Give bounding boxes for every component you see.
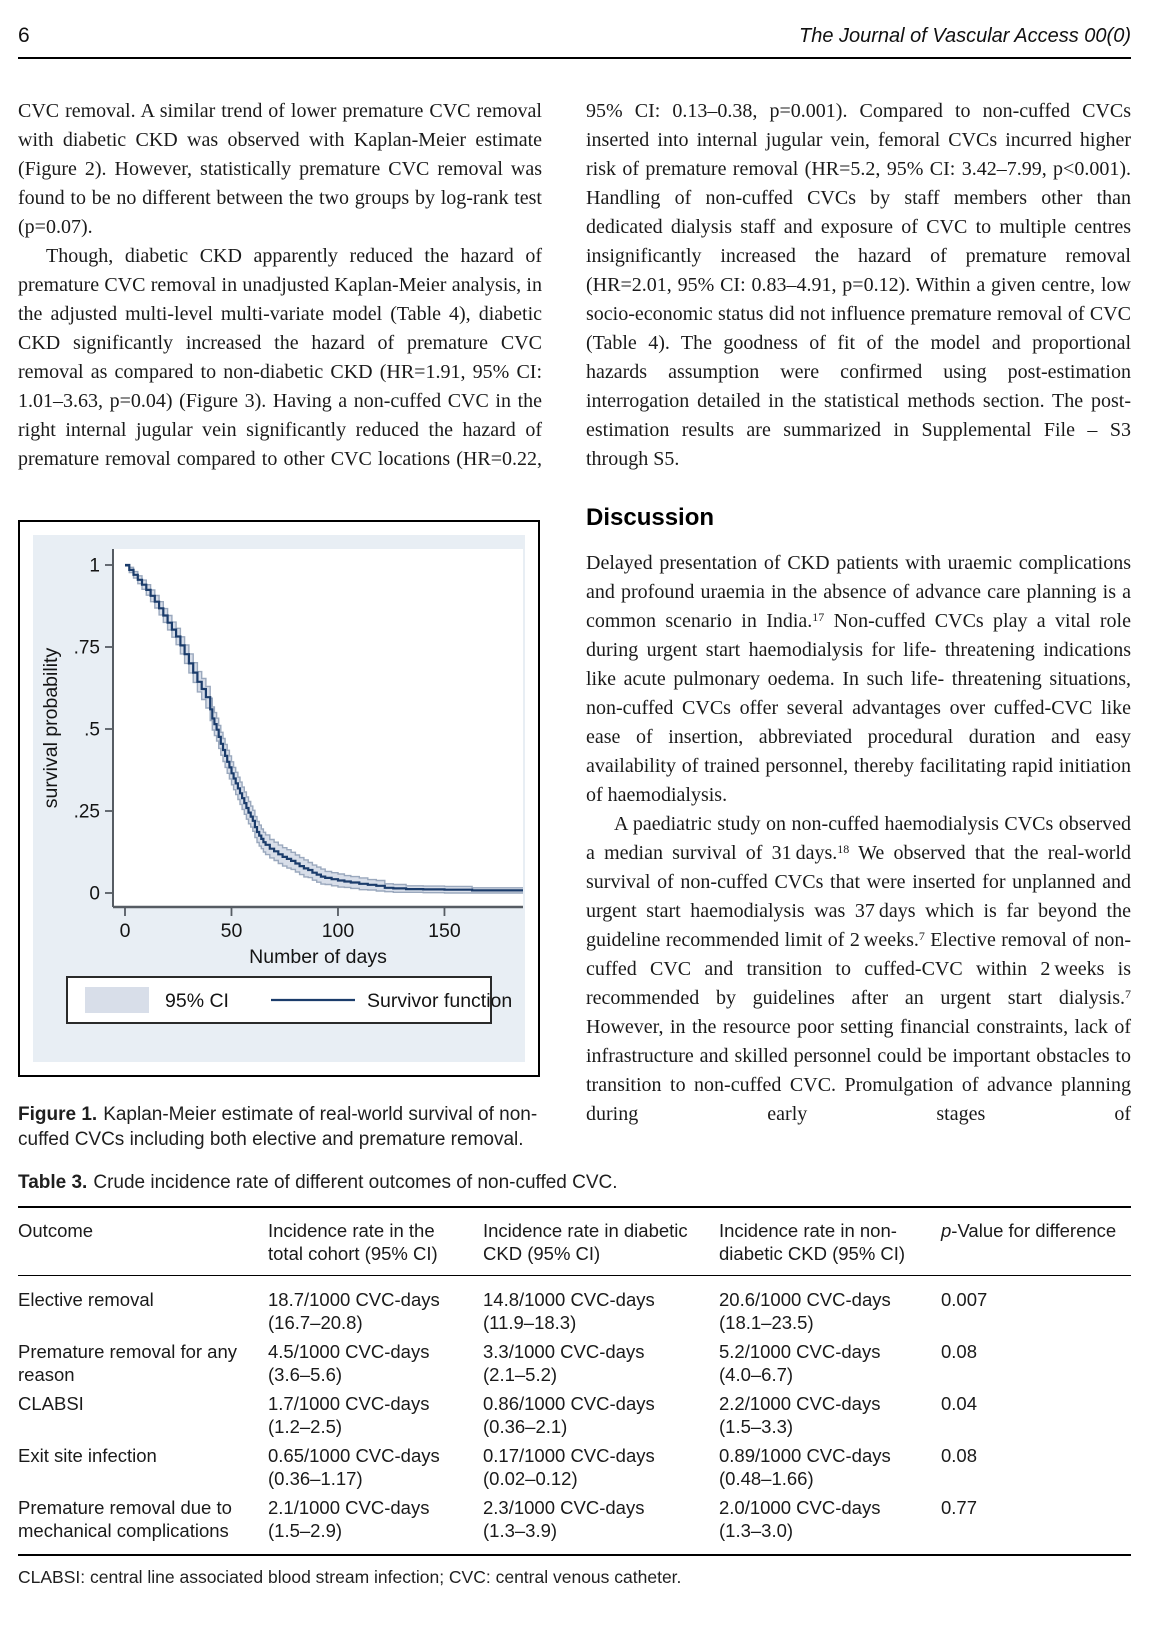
- cell-total: 1.7/1000 CVC-days (1.2–2.5): [268, 1393, 430, 1437]
- km-chart-svg: [33, 535, 525, 1062]
- x-axis-title: Number of days: [249, 946, 387, 968]
- y-axis-title: survival probability: [40, 647, 62, 809]
- text-run: Delayed presentation of CKD patients with uraemic complications and profound uraemia in the absence of advance care planning is a common scenario in India.: [586, 552, 1131, 632]
- x-tick-label: 150: [428, 920, 461, 942]
- legend-ci-label: 95% CI: [165, 990, 229, 1012]
- cell-non-diabetic: 20.6/1000 CVC-days (18.1–23.5): [719, 1289, 891, 1333]
- page-number: 6: [18, 24, 30, 47]
- cell-diabetic: 2.3/1000 CVC-days (1.3–3.9): [483, 1497, 645, 1541]
- text-run: However, in the resource poor setting financial constraints, lack of infrastructure and skilled personnel could be important obstacles to transition to non-cuffed CVC. Promulgation of advance planning during early stages of: [586, 1016, 1131, 1125]
- cell-total: 2.1/1000 CVC-days (1.5–2.9): [268, 1497, 430, 1541]
- cell-outcome: Elective removal: [18, 1289, 154, 1310]
- table-row: [18, 1493, 1131, 1555]
- y-tick-label: .75: [73, 637, 100, 659]
- col-header-diabetic: Incidence rate in diabetic CKD (95% CI): [483, 1207, 719, 1276]
- col-header-non-diabetic: Incidence rate in non-diabetic CKD (95% CI): [719, 1207, 941, 1276]
- cell-pvalue: 0.007: [941, 1289, 988, 1310]
- cell-non-diabetic: 5.2/1000 CVC-days (4.0–6.7): [719, 1341, 881, 1385]
- figure-caption-text: Kaplan-Meier estimate of real-world survival of non-cuffed CVCs including both elective and premature removal.: [18, 1104, 538, 1150]
- paragraph: CVC removal. A similar trend of lower premature CVC removal with diabetic CKD was observed with Kaplan-Meier estimate (Figure 2). However, statistically premature CVC removal was found to be no different between the two groups by log-rank test (p=0.07).: [18, 100, 542, 238]
- y-tick-label: 0: [89, 883, 100, 905]
- col-header-total: Incidence rate in the total cohort (95% CI): [268, 1207, 483, 1276]
- x-tick-label: 100: [321, 920, 355, 942]
- table-caption-label: Table 3.: [18, 1172, 88, 1193]
- reference-superscript: 7: [918, 929, 925, 943]
- cell-diabetic: 0.17/1000 CVC-days (0.02–0.12): [483, 1445, 655, 1489]
- cell-outcome: Exit site infection: [18, 1445, 157, 1466]
- paragraph: 95% CI: 0.13–0.38, p=0.001). Compared to non-cuffed CVCs inserted into internal jugular vein, femoral CVCs incurred higher risk of premature removal (HR=5.2, 95% CI: 3.42–7.99, p<0.001). Handling of non-cuffed CVCs by staff members other than dedicated dialysis staff and exposure of CVC to multiple centres insignificantly increased the hazard of premature removal (HR=2.01, 95% CI: 0.83–4.91, p=0.12). Within a given centre, low socio-economic status did not influence premature removal of CVC (Table 4). The goodness of fit of the model and proportional hazards assumption were confirmed using post-estimation interrogation detailed in the statistical methods section. The post-estimation results are summarized in Supplemental File – S3 through S5.: [586, 100, 1131, 470]
- x-tick-label: 50: [220, 920, 243, 942]
- y-tick-label: 1: [89, 555, 100, 577]
- paragraph: Though, diabetic CKD apparently reduced the hazard of premature CVC removal in unadjusted Kaplan-Meier analysis, in the adjusted multi-level multi-variate model (Table 4), diabetic CKD significantly increased the hazard of premature CVC removal as compared to non-diabetic CKD (HR=1.91, 95% CI: 1.01–3.63, p=0.04) (Figure 3). Having a non-cuffed CVC in the right internal jugular vein significantly reduced the hazard of premature removal compared to other CVC locations (HR=0.22,: [18, 245, 542, 470]
- cell-pvalue: 0.08: [941, 1341, 978, 1362]
- text-run: Non-cuffed CVCs play a vital role during urgent start haemodialysis for life- threatening indications like acute pulmonary oedema. In such life- threatening situations, non-cuffed CVCs offer several advantages over cuffed-CVC like ease of insertion, abbreviated procedural duration and easy availability of trained personnel, thereby facilitating rapid initiation of haemodialysis.: [586, 610, 1131, 806]
- right-column: [586, 97, 1131, 1152]
- cell-pvalue: 0.04: [941, 1393, 978, 1414]
- left-column: [18, 97, 542, 1152]
- table-3: [18, 1206, 1131, 1556]
- two-column-body: [18, 97, 1131, 1152]
- cell-outcome: Premature removal for any reason: [18, 1341, 238, 1385]
- cell-total: 0.65/1000 CVC-days (0.36–1.17): [268, 1445, 440, 1489]
- paragraph: [586, 549, 1131, 810]
- table-row: [18, 1337, 1131, 1389]
- reference-superscript: 18: [837, 842, 850, 856]
- cell-non-diabetic: 2.2/1000 CVC-days (1.5–3.3): [719, 1393, 881, 1437]
- cell-pvalue: 0.08: [941, 1445, 978, 1466]
- text-run: Elective removal of non-cuffed CVC and transition to cuffed-CVC within 2 weeks is recommended by guidelines after an urgent start dialysis.: [586, 929, 1131, 1009]
- table-row: [18, 1389, 1131, 1441]
- table-footnote: CLABSI: central line associated blood stream infection; CVC: central venous catheter.: [18, 1567, 682, 1587]
- cell-pvalue: 0.77: [941, 1497, 978, 1518]
- cell-total: 4.5/1000 CVC-days (3.6–5.6): [268, 1341, 430, 1385]
- table-caption-text: Crude incidence rate of different outcomes of non-cuffed CVC.: [93, 1172, 618, 1193]
- y-tick-label: .5: [84, 719, 100, 741]
- cell-non-diabetic: 0.89/1000 CVC-days (0.48–1.66): [719, 1445, 891, 1489]
- cell-outcome: CLABSI: [18, 1393, 84, 1414]
- table-row: [18, 1441, 1131, 1493]
- y-tick-label: .25: [73, 801, 100, 823]
- text-run: We observed that the real-world survival of non-cuffed CVCs that were inserted for unplanned and urgent start haemodialysis was 37 days which is far beyond the guideline recommended limit of 2 weeks.: [586, 842, 1131, 951]
- journal-title: The Journal of Vascular Access 00(0): [798, 25, 1131, 47]
- table-3-caption: [18, 1172, 1131, 1194]
- paragraph: [586, 810, 1131, 1129]
- cell-non-diabetic: 2.0/1000 CVC-days (1.3–3.0): [719, 1497, 881, 1541]
- text-run: A paediatric study on non-cuffed haemodialysis CVCs observed a median survival of 31 days.: [586, 813, 1131, 864]
- plot-area: [113, 549, 523, 907]
- cell-outcome: Premature removal due to mechanical complications: [18, 1497, 232, 1541]
- discussion-heading: Discussion: [586, 504, 715, 531]
- table-body: [18, 1276, 1131, 1556]
- figure-caption-label: Figure 1.: [18, 1104, 98, 1125]
- reference-superscript: 17: [812, 610, 825, 624]
- legend-line-label: Survivor function: [367, 990, 513, 1012]
- x-tick-label: 0: [119, 920, 131, 942]
- legend-ci-swatch: [85, 987, 149, 1013]
- figure-1-caption: [18, 1102, 542, 1152]
- col-header-outcome: Outcome: [18, 1207, 268, 1276]
- figure-1-box: [18, 520, 540, 1077]
- cell-diabetic: 0.86/1000 CVC-days (0.36–2.1): [483, 1393, 655, 1437]
- table-header: [18, 1207, 1131, 1276]
- cell-total: 18.7/1000 CVC-days (16.7–20.8): [268, 1289, 440, 1333]
- table-3-section: [18, 1172, 1131, 1588]
- reference-superscript: 7: [1125, 987, 1131, 1001]
- cell-diabetic: 14.8/1000 CVC-days (11.9–18.3): [483, 1289, 655, 1333]
- running-head: [18, 24, 1131, 59]
- cell-diabetic: 3.3/1000 CVC-days (2.1–5.2): [483, 1341, 645, 1385]
- col-header-pvalue: p-Value for difference: [941, 1207, 1131, 1276]
- table-row: [18, 1276, 1131, 1338]
- chart-legend: [67, 977, 512, 1023]
